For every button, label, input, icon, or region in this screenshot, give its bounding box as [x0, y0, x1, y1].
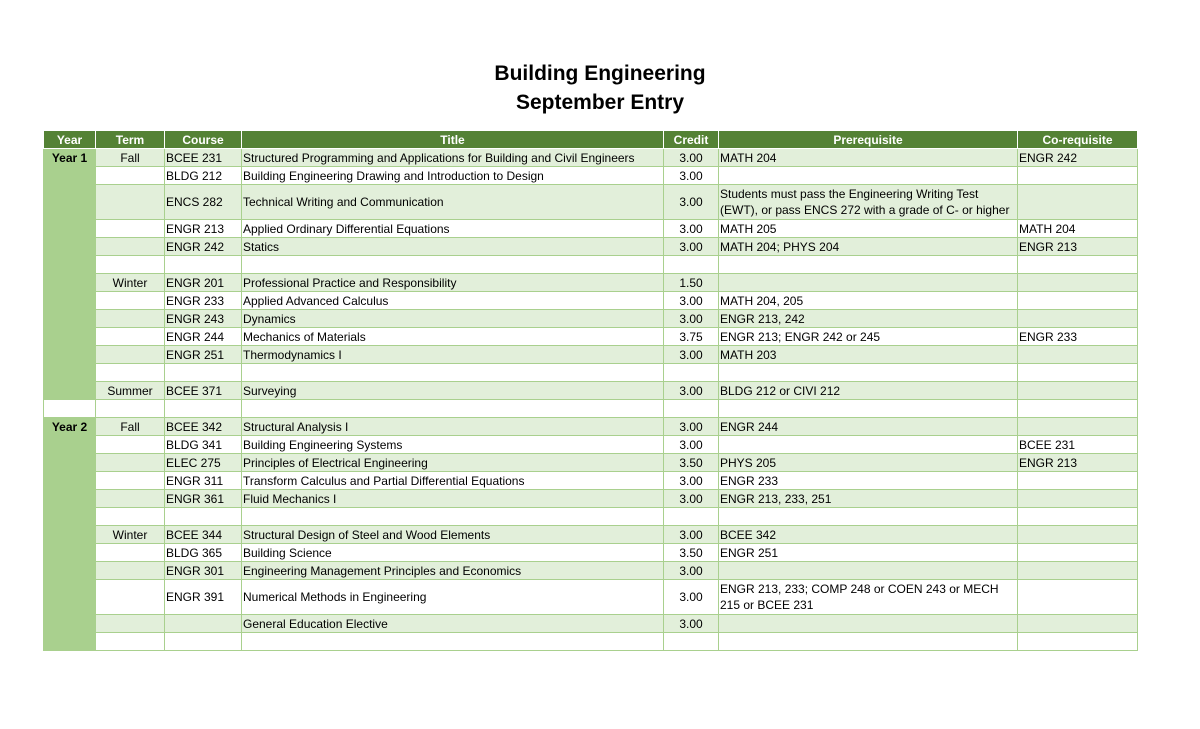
credit-cell	[664, 633, 719, 651]
term-cell	[96, 544, 165, 562]
term-cell: Summer	[96, 382, 165, 400]
course-cell: ENGR 244	[165, 328, 242, 346]
corequisite-cell	[1018, 274, 1138, 292]
course-cell: ENCS 282	[165, 185, 242, 220]
credit-cell: 3.00	[664, 580, 719, 615]
course-cell	[165, 256, 242, 274]
corequisite-cell	[1018, 382, 1138, 400]
course-cell: ENGR 311	[165, 472, 242, 490]
prerequisite-cell: BCEE 342	[719, 526, 1018, 544]
prerequisite-cell	[719, 364, 1018, 382]
table-row	[44, 149, 1138, 167]
credit-cell	[664, 508, 719, 526]
prerequisite-cell: ENGR 213, 242	[719, 310, 1018, 328]
corequisite-cell	[1018, 364, 1138, 382]
table-row	[44, 580, 1138, 615]
credit-cell: 3.00	[664, 185, 719, 220]
title-cell: Building Engineering Systems	[242, 436, 664, 454]
empty-cell	[1018, 400, 1138, 418]
term-cell	[96, 185, 165, 220]
title-cell: Technical Writing and Communication	[242, 185, 664, 220]
table-row	[44, 418, 1138, 436]
title-cell: Structural Design of Steel and Wood Elements	[242, 526, 664, 544]
table-row	[44, 526, 1138, 544]
prerequisite-cell: MATH 205	[719, 220, 1018, 238]
course-cell: ENGR 391	[165, 580, 242, 615]
prerequisite-cell: MATH 204, 205	[719, 292, 1018, 310]
table-row	[44, 615, 1138, 633]
table-row	[44, 382, 1138, 400]
table-row	[44, 633, 1138, 651]
prerequisite-cell: BLDG 212 or CIVI 212	[719, 382, 1018, 400]
table-row	[44, 185, 1138, 220]
term-cell	[96, 472, 165, 490]
corequisite-cell	[1018, 508, 1138, 526]
corequisite-cell	[1018, 526, 1138, 544]
corequisite-cell	[1018, 615, 1138, 633]
prerequisite-cell	[719, 562, 1018, 580]
table-row	[44, 220, 1138, 238]
course-cell	[165, 364, 242, 382]
corequisite-cell: ENGR 242	[1018, 149, 1138, 167]
term-cell	[96, 633, 165, 651]
title-cell: Applied Advanced Calculus	[242, 292, 664, 310]
prerequisite-cell: ENGR 213, 233; COMP 248 or COEN 243 or MECH 215 or BCEE 231	[719, 580, 1018, 615]
course-sequence-table	[43, 130, 1138, 651]
table-row	[44, 490, 1138, 508]
term-cell	[96, 328, 165, 346]
table-row	[44, 328, 1138, 346]
term-cell	[96, 490, 165, 508]
prerequisite-cell	[719, 436, 1018, 454]
table-row	[44, 256, 1138, 274]
corequisite-cell	[1018, 310, 1138, 328]
header-prerequisite: Prerequisite	[719, 131, 1018, 149]
corequisite-cell	[1018, 472, 1138, 490]
prerequisite-cell	[719, 508, 1018, 526]
header-year: Year	[44, 131, 96, 149]
spacer-row	[44, 400, 1138, 418]
term-cell: Fall	[96, 149, 165, 167]
course-cell: BLDG 365	[165, 544, 242, 562]
term-cell: Winter	[96, 274, 165, 292]
year-cell: Year 1	[44, 149, 96, 400]
corequisite-cell	[1018, 185, 1138, 220]
credit-cell: 3.00	[664, 310, 719, 328]
prerequisite-cell: ENGR 244	[719, 418, 1018, 436]
header-credit: Credit	[664, 131, 719, 149]
course-cell: BCEE 344	[165, 526, 242, 544]
table-row	[44, 274, 1138, 292]
course-cell: ENGR 251	[165, 346, 242, 364]
title-cell: General Education Elective	[242, 615, 664, 633]
empty-cell	[719, 400, 1018, 418]
header-title: Title	[242, 131, 664, 149]
prerequisite-cell	[719, 274, 1018, 292]
empty-cell	[165, 400, 242, 418]
title-cell	[242, 256, 664, 274]
credit-cell: 3.00	[664, 149, 719, 167]
course-cell: BCEE 342	[165, 418, 242, 436]
course-cell: ENGR 233	[165, 292, 242, 310]
prerequisite-cell: MATH 204	[719, 149, 1018, 167]
corequisite-cell	[1018, 346, 1138, 364]
page-subtitle: September Entry	[515, 91, 685, 114]
prerequisite-cell: MATH 203	[719, 346, 1018, 364]
title-cell: Principles of Electrical Engineering	[242, 454, 664, 472]
credit-cell: 3.00	[664, 220, 719, 238]
course-cell: ENGR 213	[165, 220, 242, 238]
prerequisite-cell	[719, 167, 1018, 185]
year-cell: Year 2	[44, 418, 96, 651]
course-cell: ENGR 361	[165, 490, 242, 508]
credit-cell: 3.00	[664, 615, 719, 633]
corequisite-cell: ENGR 233	[1018, 328, 1138, 346]
title-cell: Building Engineering Drawing and Introduction to Design	[242, 167, 664, 185]
prerequisite-cell: PHYS 205	[719, 454, 1018, 472]
table-row	[44, 238, 1138, 256]
title-cell: Structured Programming and Applications for Building and Civil Engineers	[242, 149, 664, 167]
term-cell: Fall	[96, 418, 165, 436]
course-cell: ELEC 275	[165, 454, 242, 472]
course-cell	[165, 508, 242, 526]
term-cell	[96, 310, 165, 328]
table-row	[44, 508, 1138, 526]
corequisite-cell	[1018, 167, 1138, 185]
prerequisite-cell: ENGR 213, 233, 251	[719, 490, 1018, 508]
credit-cell: 3.00	[664, 436, 719, 454]
credit-cell: 3.00	[664, 490, 719, 508]
course-cell: BCEE 371	[165, 382, 242, 400]
term-cell	[96, 436, 165, 454]
credit-cell: 3.00	[664, 292, 719, 310]
empty-cell	[44, 400, 96, 418]
term-cell	[96, 167, 165, 185]
term-cell	[96, 256, 165, 274]
title-cell: Professional Practice and Responsibility	[242, 274, 664, 292]
corequisite-cell	[1018, 292, 1138, 310]
course-cell: ENGR 242	[165, 238, 242, 256]
table-row	[44, 562, 1138, 580]
corequisite-cell	[1018, 490, 1138, 508]
course-cell	[165, 615, 242, 633]
credit-cell: 3.00	[664, 167, 719, 185]
title-cell: Building Science	[242, 544, 664, 562]
course-cell: ENGR 243	[165, 310, 242, 328]
header-course: Course	[165, 131, 242, 149]
header-term: Term	[96, 131, 165, 149]
title-cell: Mechanics of Materials	[242, 328, 664, 346]
term-cell	[96, 508, 165, 526]
credit-cell: 3.00	[664, 346, 719, 364]
title-cell: Transform Calculus and Partial Differential Equations	[242, 472, 664, 490]
title-cell	[242, 508, 664, 526]
term-cell	[96, 364, 165, 382]
header-corequisite: Co-requisite	[1018, 131, 1138, 149]
credit-cell: 3.00	[664, 238, 719, 256]
credit-cell	[664, 256, 719, 274]
corequisite-cell: ENGR 213	[1018, 454, 1138, 472]
corequisite-cell	[1018, 418, 1138, 436]
term-cell	[96, 615, 165, 633]
term-cell: Winter	[96, 526, 165, 544]
corequisite-cell	[1018, 562, 1138, 580]
credit-cell: 3.50	[664, 454, 719, 472]
course-cell	[165, 633, 242, 651]
empty-cell	[664, 400, 719, 418]
prerequisite-cell	[719, 615, 1018, 633]
table-row	[44, 310, 1138, 328]
title-cell: Fluid Mechanics I	[242, 490, 664, 508]
corequisite-cell	[1018, 256, 1138, 274]
credit-cell: 3.00	[664, 382, 719, 400]
credit-cell: 3.00	[664, 418, 719, 436]
course-cell: ENGR 201	[165, 274, 242, 292]
term-cell	[96, 454, 165, 472]
corequisite-cell	[1018, 544, 1138, 562]
title-cell: Engineering Management Principles and Economics	[242, 562, 664, 580]
title-cell: Applied Ordinary Differential Equations	[242, 220, 664, 238]
title-cell: Structural Analysis I	[242, 418, 664, 436]
header-row	[44, 131, 1138, 149]
course-cell: BLDG 341	[165, 436, 242, 454]
prerequisite-cell: ENGR 213; ENGR 242 or 245	[719, 328, 1018, 346]
term-cell	[96, 346, 165, 364]
table-row	[44, 472, 1138, 490]
table-row	[44, 364, 1138, 382]
table-row	[44, 436, 1138, 454]
credit-cell: 1.50	[664, 274, 719, 292]
term-cell	[96, 580, 165, 615]
table-row	[44, 544, 1138, 562]
title-cell: Statics	[242, 238, 664, 256]
credit-cell	[664, 364, 719, 382]
corequisite-cell	[1018, 580, 1138, 615]
course-cell: ENGR 301	[165, 562, 242, 580]
title-cell: Surveying	[242, 382, 664, 400]
course-cell: BLDG 212	[165, 167, 242, 185]
credit-cell: 3.00	[664, 526, 719, 544]
corequisite-cell: MATH 204	[1018, 220, 1138, 238]
empty-cell	[96, 400, 165, 418]
title-cell: Thermodynamics I	[242, 346, 664, 364]
empty-cell	[242, 400, 664, 418]
credit-cell: 3.00	[664, 472, 719, 490]
prerequisite-cell: MATH 204; PHYS 204	[719, 238, 1018, 256]
table-row	[44, 346, 1138, 364]
table-row	[44, 292, 1138, 310]
prerequisite-cell: ENGR 233	[719, 472, 1018, 490]
credit-cell: 3.50	[664, 544, 719, 562]
prerequisite-cell	[719, 256, 1018, 274]
credit-cell: 3.00	[664, 562, 719, 580]
title-cell	[242, 364, 664, 382]
term-cell	[96, 292, 165, 310]
term-cell	[96, 562, 165, 580]
credit-cell: 3.75	[664, 328, 719, 346]
title-cell: Numerical Methods in Engineering	[242, 580, 664, 615]
term-cell	[96, 220, 165, 238]
title-cell: Dynamics	[242, 310, 664, 328]
title-cell	[242, 633, 664, 651]
table-row	[44, 167, 1138, 185]
page-title: Building Engineering	[494, 62, 706, 85]
prerequisite-cell: ENGR 251	[719, 544, 1018, 562]
table-row	[44, 454, 1138, 472]
prerequisite-cell: Students must pass the Engineering Writing Test (EWT), or pass ENCS 272 with a grade of C- or higher	[719, 185, 1018, 220]
course-cell: BCEE 231	[165, 149, 242, 167]
term-cell	[96, 238, 165, 256]
corequisite-cell: ENGR 213	[1018, 238, 1138, 256]
corequisite-cell: BCEE 231	[1018, 436, 1138, 454]
prerequisite-cell	[719, 633, 1018, 651]
corequisite-cell	[1018, 633, 1138, 651]
